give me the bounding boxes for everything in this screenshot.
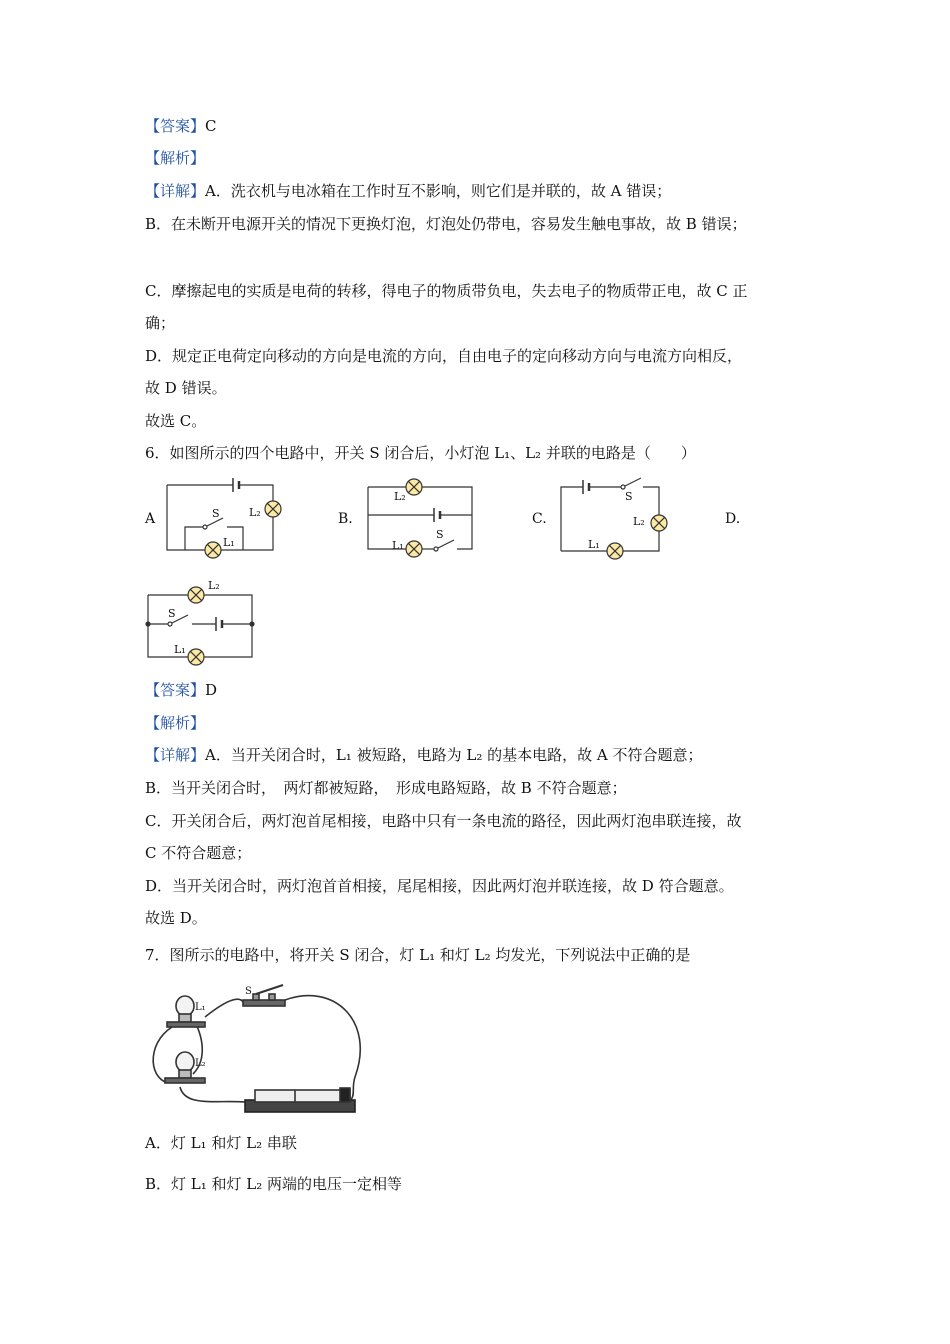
switch-label: S [245,986,252,997]
q6-detail-line: B．当开关闭合时， 两灯都被短路， 形成电路短路，故 B 不符合题意； [145,779,627,797]
switch-label: S [212,507,220,520]
circuit-d-diagram [140,575,265,667]
circuit-b-diagram [360,475,485,560]
q5-detail-line: 【详解】A．洗衣机与电冰箱在工作时互不影响，则它们是并联的，故 A 错误； [145,182,672,200]
q6-analysis-tag: 【解析】 [145,714,206,732]
l1-label: L₁ [392,539,404,552]
l2-label: L₂ [394,490,406,503]
circuit-a-diagram [155,475,290,560]
switch-label: S [625,490,633,503]
l2-label: L₂ [208,579,220,592]
option-c-label: C. [532,511,547,527]
q5-detail-line: 故 D 错误。 [145,379,227,397]
l1-label: L₁ [588,538,600,551]
q5-detail-line: D．规定正电荷定向移动的方向是电流的方向，自由电子的定向移动方向与电流方向相反， [145,347,743,365]
option-d-label: D. [725,511,741,527]
q7-option-b: B．灯 L₁ 和灯 L₂ 两端的电压一定相等 [145,1175,403,1193]
switch-label: S [436,528,444,541]
detail-tag: 【详解】 [145,746,206,764]
option-b-label: B. [338,511,353,527]
detail-tag: 【详解】 [145,182,206,200]
q7-physical-circuit-diagram [145,982,375,1117]
answer-tag: 【答案】 [145,681,206,699]
q7-question: 7．图所示的电路中，将开关 S 闭合，灯 L₁ 和灯 L₂ 均发光，下列说法中正确的是 [145,946,691,964]
answer-value: D [205,681,218,699]
l2-label: L₂ [249,506,261,519]
q6-detail-line: 故选 D。 [145,909,207,927]
q6-answer [145,680,217,700]
q5-detail-line: B．在未断开电源开关的情况下更换灯泡，灯泡处仍带电，容易发生触电事故，故 B 错误； [145,215,747,233]
l2-label: L₂ [633,515,645,528]
q5-detail-line: C．摩擦起电的实质是电荷的转移，得电子的物质带负电，失去电子的物质带正电，故 C 正 [145,282,748,300]
q6-detail-line: D．当开关闭合时，两灯泡首首相接，尾尾相接，因此两灯泡并联连接，故 D 符合题意。 [145,877,734,895]
answer-tag: 【答案】 [145,117,206,135]
option-a-label: A [145,511,156,527]
l2-label: L₂ [195,1058,206,1069]
q6-detail-line: C 不符合题意； [145,844,252,862]
q6-detail-line: 【详解】A．当开关闭合时，L₁ 被短路，电路为 L₂ 的基本电路，故 A 不符合题意； [145,746,703,764]
l1-label: L₁ [174,643,186,656]
q5-detail-line: 确； [145,314,176,332]
battery-holder-icon [245,1088,355,1112]
q7-option-a: A．灯 L₁ 和灯 L₂ 串联 [145,1134,297,1152]
l1-label: L₁ [195,1002,206,1013]
q5-answer [145,116,217,136]
q6-question: 6．如图所示的四个电路中，开关 S 闭合后，小灯泡 L₁、L₂ 并联的电路是（ ） [145,444,696,462]
circuit-c-diagram [555,475,680,560]
answer-value: C [205,117,217,135]
q6-detail-line: C．开关闭合后，两灯泡首尾相接，电路中只有一条电流的路径，因此两灯泡串联连接，故 [145,812,742,830]
q5-detail-line: 故选 C。 [145,412,207,430]
q5-analysis-tag: 【解析】 [145,149,206,167]
switch-label: S [168,607,176,620]
l1-label: L₁ [223,536,235,549]
